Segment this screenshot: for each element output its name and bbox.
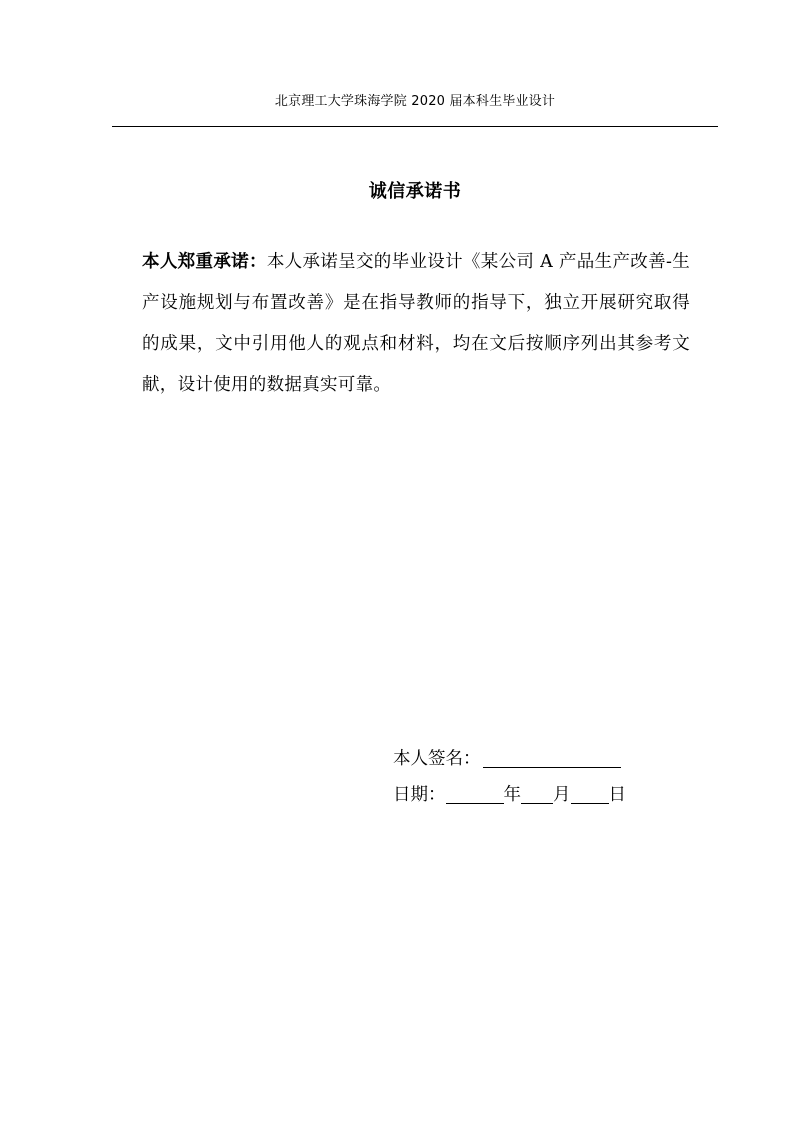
promise-text: 本人承诺呈交的毕业设计《某公司 A 产品生产改善-生产设施规划与布置改善》是在指导教师的指导下，独立开展研究取得的成果，文中引用他人的观点和材料，均在文后按顺序列出其参考文献，设计使用的数据真实可靠。 xyxy=(142,252,690,395)
date-label: 日期： xyxy=(393,785,446,805)
signature-label: 本人签名： xyxy=(393,749,481,769)
promise-paragraph xyxy=(142,242,690,406)
day-label: 日 xyxy=(608,785,626,805)
year-blank[interactable] xyxy=(446,783,504,804)
month-label: 月 xyxy=(553,785,571,805)
signature-blank[interactable] xyxy=(483,747,621,768)
signature-row xyxy=(393,744,693,774)
signature-block xyxy=(393,744,693,810)
year-label: 年 xyxy=(503,785,521,805)
month-blank[interactable] xyxy=(521,783,553,804)
promise-lead: 本人郑重承诺： xyxy=(142,252,267,272)
page-header: 北京理工大学珠海学院 2020 届本科生毕业设计 xyxy=(274,94,556,109)
date-row xyxy=(393,780,693,810)
header-divider xyxy=(112,126,718,127)
day-blank[interactable] xyxy=(571,783,609,804)
page-title: 诚信承诺书 xyxy=(368,181,462,202)
